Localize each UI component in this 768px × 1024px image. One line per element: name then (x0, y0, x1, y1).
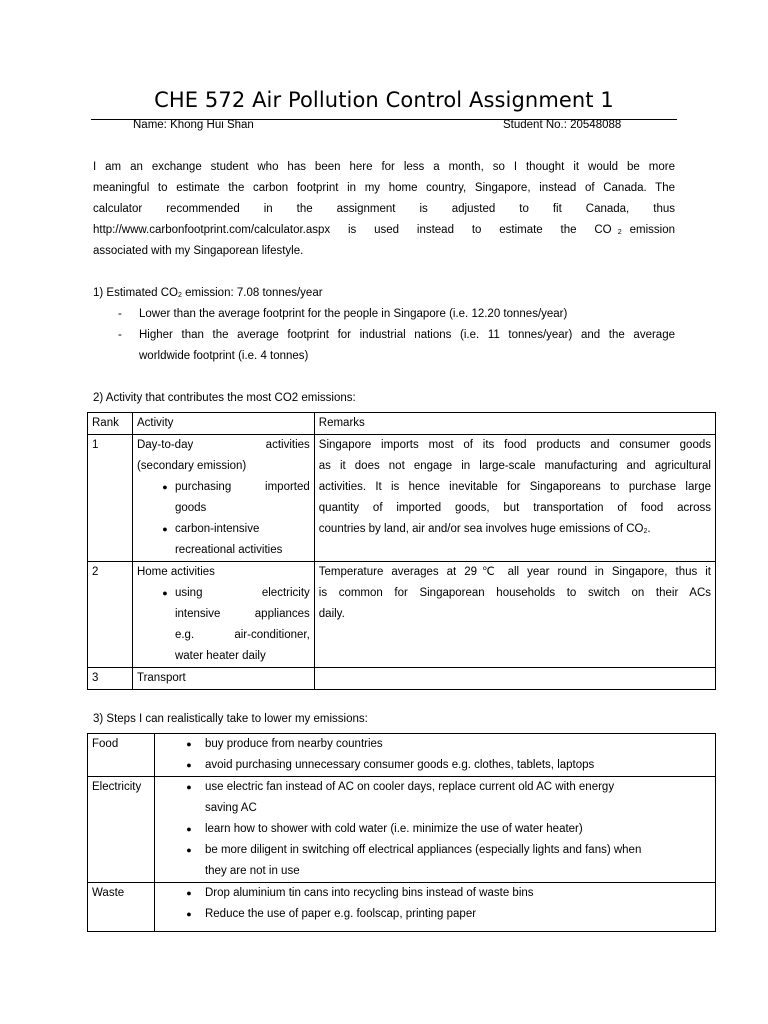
remarks-line: Temperature averages at 29℃ all year round in Singapore, thus it (318, 566, 711, 578)
bullet-text: water heater daily (174, 650, 266, 662)
table-row (88, 777, 716, 883)
intro-word: to (471, 224, 482, 236)
intro-word: used (374, 224, 400, 236)
list-item (179, 734, 711, 755)
remarks-line: quantity of imported goods, but transportation of food across (318, 502, 711, 514)
bullet-icon: ● (186, 845, 192, 855)
remarks-line: is common for Singaporean households to switch on their ACs (318, 587, 711, 599)
step-text: saving AC (204, 802, 257, 814)
bullet-icon: ● (162, 482, 168, 492)
remarks-line: Singapore imports most of its food products and consumer goods (318, 439, 711, 451)
list-item (179, 883, 711, 904)
bullet-text: using electricity (174, 587, 310, 599)
dash-1: - (118, 308, 122, 320)
section-2-heading: 2) Activity that contributes the most CO2 emissions: (93, 392, 356, 404)
bullet-icon: ● (186, 782, 192, 792)
bullet-icon: ● (186, 760, 192, 770)
intro-line-4-end (618, 220, 675, 241)
list-item (179, 840, 711, 882)
co2-subscript: 2 (617, 229, 622, 236)
intro-line-5: associated with my Singaporean lifestyle. (93, 245, 304, 257)
remarks-cell (314, 435, 715, 562)
remarks-line (319, 519, 711, 542)
remarks-end: . (647, 523, 651, 535)
table-header-row (88, 413, 716, 435)
step-text: learn how to shower with cold water (i.e. minimize the use of water heater) (204, 823, 583, 835)
remarks-line: activities. It is hence inevitable for Singaporeans to purchase large (318, 481, 711, 493)
steps-cell (154, 777, 715, 883)
intro-line-4 (93, 220, 675, 241)
page-title: CHE 572 Air Pollution Control Assignment 1 (154, 88, 614, 112)
table-row (88, 562, 716, 668)
intro-word: estimate (499, 224, 543, 236)
student-number: Student No.: 20548088 (503, 119, 622, 131)
section-3-heading: 3) Steps I can realistically take to lower my emissions: (93, 713, 368, 725)
activity-cell: Transport (132, 668, 314, 690)
bullet-icon: ● (186, 888, 192, 898)
intro-line-1: I am an exchange student who has been here for less a month, so I thought it would be more (93, 161, 675, 173)
rank-cell: 2 (88, 562, 133, 668)
intro-word: http://www.carbonfootprint.com/calculator.aspx (93, 224, 331, 236)
rank-cell: 3 (88, 668, 133, 690)
activity-line: Home activities (136, 566, 215, 578)
bullet-text: recreational activities (174, 544, 283, 556)
activity-cell (132, 435, 314, 562)
bullet-icon: ● (162, 588, 168, 598)
intro-paragraph (93, 157, 675, 262)
bullet-icon: ● (186, 739, 192, 749)
step-text: avoid purchasing unnecessary consumer goods e.g. clothes, tablets, laptops (204, 759, 595, 771)
bullet-text: e.g. air-conditioner, (174, 629, 310, 641)
steps-cell (154, 734, 715, 777)
section-1-item-1: Lower than the average footprint for the people in Singapore (i.e. 12.20 tonnes/year) (139, 308, 568, 320)
intro-word: the (560, 224, 577, 236)
remarks-cell (314, 668, 715, 690)
intro-url-line (93, 220, 612, 241)
student-name: Name: Khong Hui Shan (133, 119, 254, 131)
rank-cell: 1 (88, 435, 133, 562)
list-item (179, 904, 711, 925)
section-1-item-2: Higher than the average footprint for industrial nations (i.e. 11 tonnes/year) and the average (139, 329, 675, 341)
steps-cell (154, 883, 715, 932)
bullet-icon: ● (186, 824, 192, 834)
list-item (155, 477, 310, 519)
list-item (179, 755, 711, 776)
list-item (155, 583, 310, 667)
category-cell: Electricity (88, 777, 155, 883)
section-1-item-2-cont: worldwide footprint (i.e. 4 tonnes) (139, 350, 309, 362)
remarks-text: countries by land, air and/or sea involves huge emissions of CO (318, 523, 644, 535)
steps-table (87, 733, 716, 932)
step-text: Drop aluminium tin cans into recycling bins instead of waste bins (204, 887, 534, 899)
activity-line: Day-to-day activities (136, 439, 310, 451)
list-item (155, 519, 310, 561)
bullet-text: carbon-intensive (174, 523, 260, 535)
table-row (88, 883, 716, 932)
intro-word: instead (416, 224, 454, 236)
intro-word: CO (594, 224, 612, 236)
header-activity: Activity (132, 413, 314, 435)
category-cell: Food (88, 734, 155, 777)
step-text: Reduce the use of paper e.g. foolscap, printing paper (204, 908, 477, 920)
bullet-text: intensive appliances (174, 608, 310, 620)
dash-2: - (118, 329, 122, 341)
bullet-icon: ● (162, 524, 168, 534)
step-text: they are not in use (204, 865, 300, 877)
remarks-cell (314, 562, 715, 668)
section-1-heading-pre: 1) Estimated CO (93, 287, 178, 299)
header-rank: Rank (88, 413, 133, 435)
intro-line-3: calculator recommended in the assignment is adjusted to fit Canada, thus (93, 203, 675, 215)
table-row (88, 668, 716, 690)
section-1-heading-post: emission: 7.08 tonnes/year (181, 287, 323, 299)
table-row (88, 435, 716, 562)
category-cell: Waste (88, 883, 155, 932)
intro-word: is (347, 224, 357, 236)
step-text: use electric fan instead of AC on cooler days, replace current old AC with energy (204, 781, 615, 793)
section-1-sub: 2 (178, 292, 182, 299)
activity-line: (secondary emission) (136, 460, 247, 472)
step-text: buy produce from nearby countries (204, 738, 383, 750)
intro-line-2: meaningful to estimate the carbon footprint in my home country, Singapore, instead of Canada. The (93, 182, 675, 194)
remarks-line: daily. (318, 608, 345, 620)
activity-cell (132, 562, 314, 668)
co2-subscript: 2 (643, 528, 648, 535)
list-item (179, 777, 711, 819)
list-item (179, 819, 711, 840)
activity-table (87, 412, 716, 690)
step-text: be more diligent in switching off electrical appliances (especially lights and fans) when (204, 844, 642, 856)
section-1-heading (93, 283, 323, 306)
bullet-text: purchasing imported (174, 481, 310, 493)
remarks-line: as it does not engage in large-scale manufacturing and agricultural (318, 460, 711, 472)
bullet-text: goods (174, 502, 207, 514)
intro-line-4-suffix: emission (629, 224, 675, 236)
header-remarks: Remarks (314, 413, 715, 435)
table-row (88, 734, 716, 777)
bullet-icon: ● (186, 909, 192, 919)
